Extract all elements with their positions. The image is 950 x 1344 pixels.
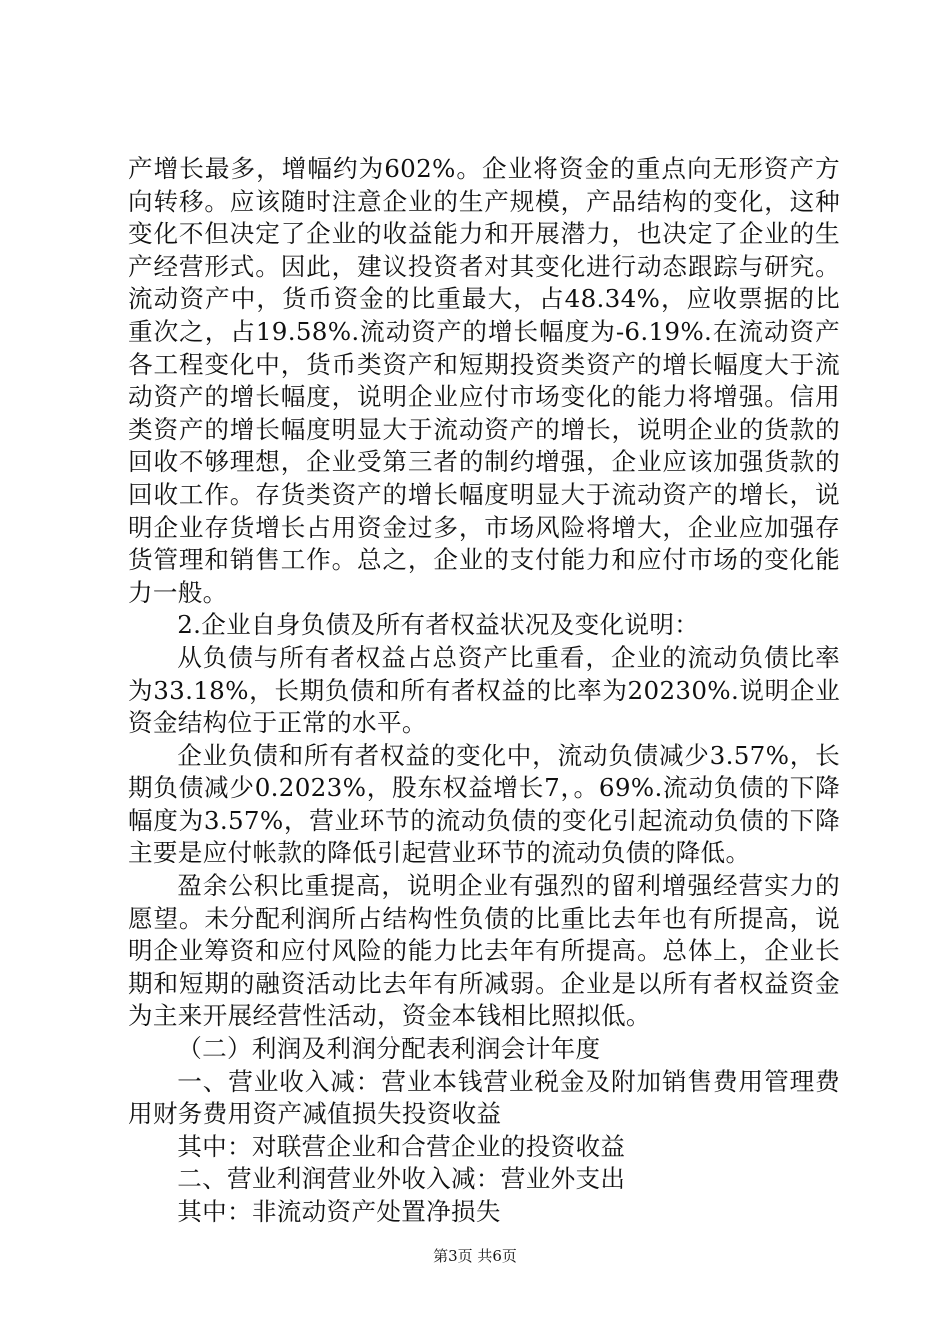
list-item-operating-revenue: 一、营业收入减：营业本钱营业税金及附加销售费用管理费用财务费用资产减值损失投资收益 <box>128 1066 840 1129</box>
paragraph-liability-change: 企业负债和所有者权益的变化中，流动负债减少3.57%，长期负债减少0.2023%，股东权益增长7，。69%.流动负债的下降幅度为3.57%，营业环节的流动负债的变化引起流动负债的下降主要是应付帐款的降低引起营业环节的流动负债的降低。 <box>128 740 840 868</box>
list-item-noncurrent-asset-loss: 其中：非流动资产处置净损失 <box>177 1197 501 1226</box>
paragraph-liability-heading: 2.企业自身负债及所有者权益状况及变化说明： <box>177 610 700 640</box>
paragraph-liability-ratio: 从负债与所有者权益占总资产比重看，企业的流动负债比率为33.18%，长期负债和所有者权益的比率为20230%.说明企业资金结构位于正常的水平。 <box>128 642 840 738</box>
list-item-investment-income: 其中：对联营企业和合营企业的投资收益 <box>177 1131 626 1161</box>
paragraph-asset-analysis: 产增长最多，增幅约为602%。企业将资金的重点向无形资产方向转移。应该随时注意企业的生产规模，产品结构的变化，这种变化不但决定了企业的收益能力和开展潜力，也决定了企业的生产经营形式。因此，建议投资者对其变化进行动态跟踪与研究。流动资产中，货币资金的比重最大，占48.34%，应收票据的比重次之，占19.58%.流动资产的增长幅度为-6.19%.在流动资产各工程变化中，货币类资产和短期投资类资产的增长幅度大于流动资产的增长幅度，说明企业应付市场变化的能力将增强。信用类资产的增长幅度明显大于流动资产的增长，说明企业的货款的回收不够理想，企业受第三者的制约增强，企业应该加强货款的回收工作。存货类资产的增长幅度明显大于流动资产的增长，说明企业存货增长占用资金过多，市场风险将增大，企业应加强存货管理和销售工作。总之，企业的支付能力和应付市场的变化能力一般。 <box>128 154 840 607</box>
paragraph-surplus-reserve: 盈余公积比重提高，说明企业有强烈的留利增强经营实力的愿望。未分配利润所占结构性负债的比重比去年也有所提高，说明企业筹资和应付风险的能力比去年有所提高。总体上，企业长期和短期的融资活动比去年有所减弱。企业是以所有者权益资金为主来开展经营性活动，资金本钱相比照拟低。 <box>128 871 840 1031</box>
list-item-operating-profit: 二、营业利润营业外收入减：营业外支出 <box>177 1164 626 1194</box>
page-number-footer: 第3页 共6页 <box>433 1247 517 1265</box>
document-body <box>128 153 840 1229</box>
section-heading-profit-statement: （二）利润及利润分配表利润会计年度 <box>177 1034 601 1064</box>
